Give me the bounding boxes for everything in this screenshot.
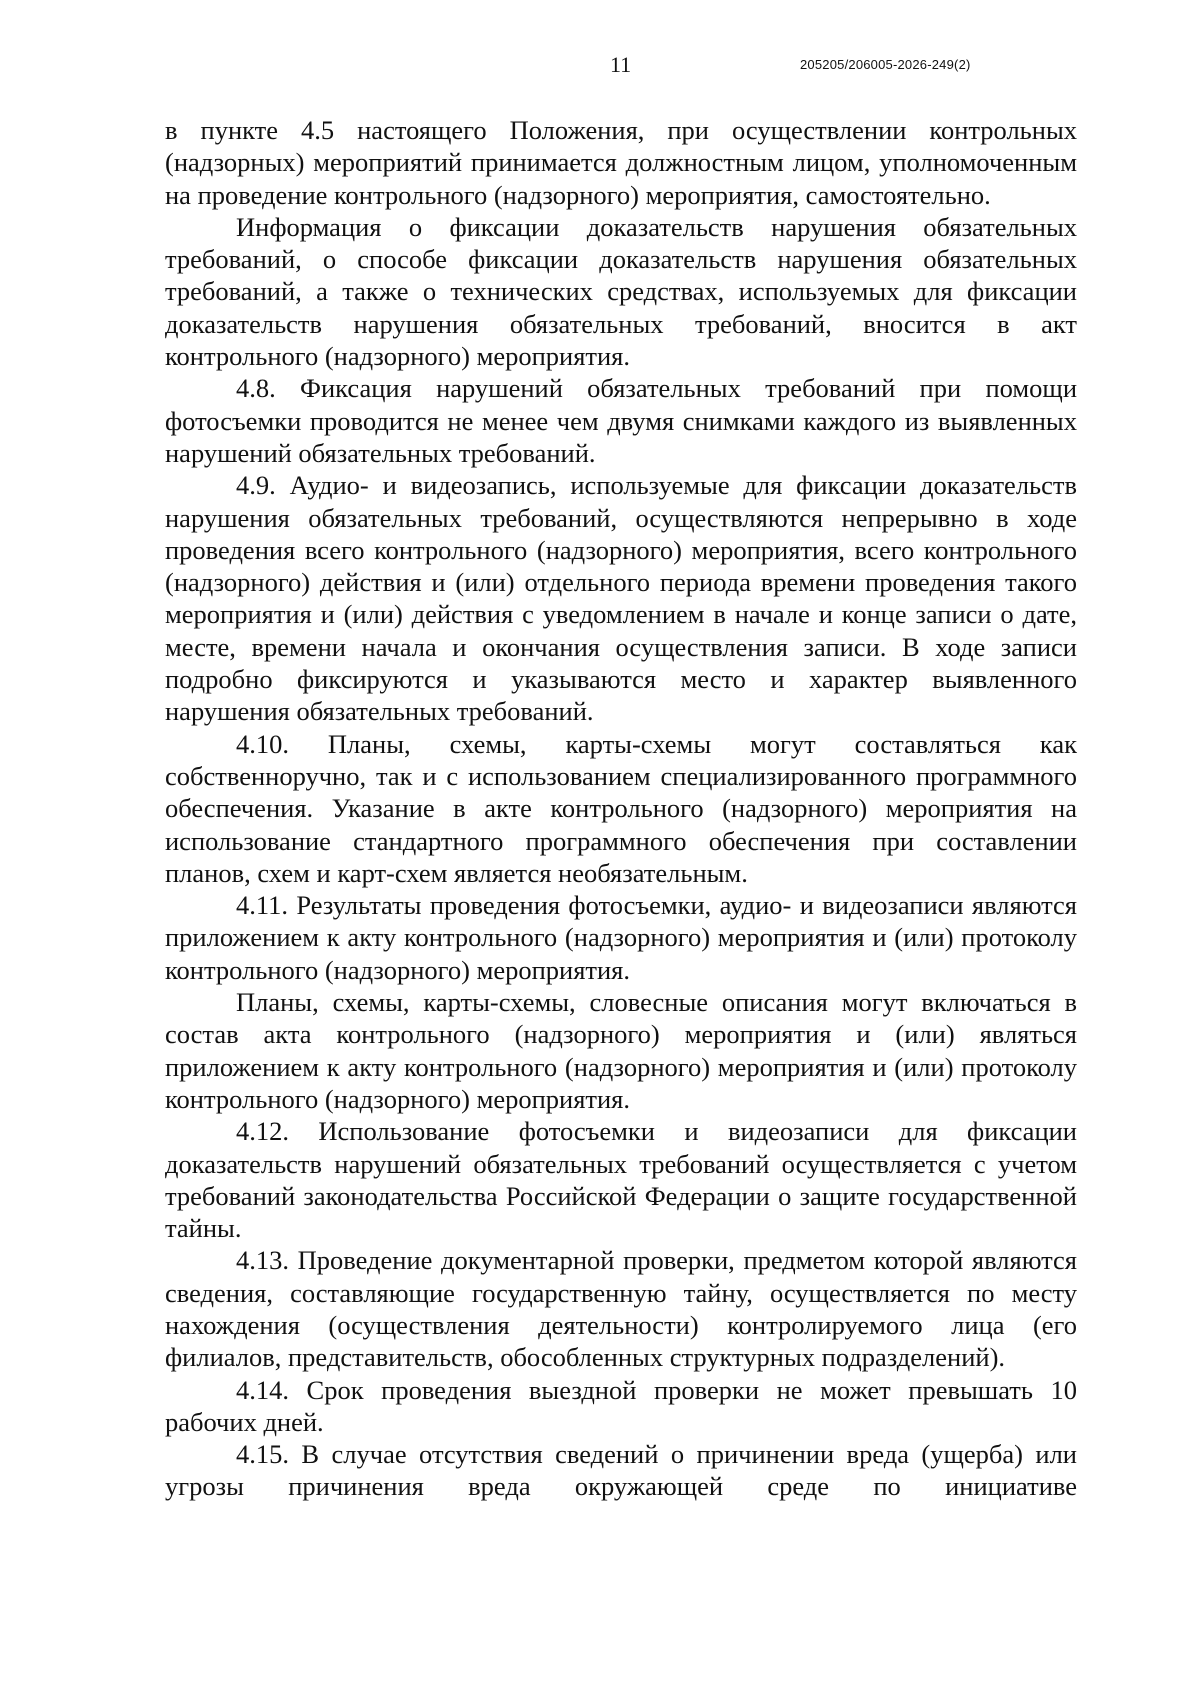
document-code: 205205/206005-2026-249(2) bbox=[800, 57, 971, 72]
paragraph-4-12: 4.12. Использование фотосъемки и видеозаписи для фиксации доказательств нарушений обязательных требований осуществляется с учетом требований законодательства Российской Федерации о защите государственной тайны. bbox=[165, 1116, 1077, 1244]
paragraph-4-13: 4.13. Проведение документарной проверки, предметом которой являются сведения, составляющие государственную тайну, осуществляется по месту нахождения (осуществления деятельности) контролируемого лица (его филиалов, представительств, обособленных структурных подразделений). bbox=[165, 1245, 1077, 1373]
paragraph-4-8: 4.8. Фиксация нарушений обязательных требований при помощи фотосъемки проводится не менее чем двумя снимками каждого из выявленных нарушений обязательных требований. bbox=[165, 373, 1077, 468]
document-body bbox=[165, 114, 1077, 1503]
paragraph-plans-schemes: Планы, схемы, карты-схемы, словесные описания могут включаться в состав акта контрольного (надзорного) мероприятия и (или) являться приложением к акту контрольного (надзорного) мероприятия и (или) протоколу контрольного (надзорного) мероприятия. bbox=[165, 987, 1077, 1114]
paragraph-4-10: 4.10. Планы, схемы, карты-схемы могут составляться как собственноручно, так и с использованием специализированного программного обеспечения. Указание в акте контрольного (надзорного) мероприятия на использование стандартного программного обеспечения при составлении планов, схем и карт-схем является необязательным. bbox=[165, 728, 1077, 888]
paragraph-evidence-info: Информация о фиксации доказательств нарушения обязательных требований, о способе фиксации доказательств нарушения обязательных требований, а также о технических средствах, используемых для фиксации доказательств нарушения обязательных требований, вносится в акт контрольного (надзорного) мероприятия. bbox=[165, 211, 1077, 372]
paragraph-4-11: 4.11. Результаты проведения фотосъемки, аудио- и видеозаписи являются приложением к акту контрольного (надзорного) мероприятия и (или) протоколу контрольного (надзорного) мероприятия. bbox=[165, 890, 1077, 985]
paragraph-4-14: 4.14. Срок проведения выездной проверки не может превышать 10 рабочих дней. bbox=[165, 1374, 1077, 1437]
paragraph-4-9: 4.9. Аудио- и видеозапись, используемые для фиксации доказательств нарушения обязательных требований, осуществляются непрерывно в ходе проведения всего контрольного (надзорного) мероприятия, всего контрольного (надзорного) действия и (или) отдельного периода времени проведения такого мероприятия и (или) действия с уведомлением в начале и конце записи о дате, месте, времени начала и окончания осуществления записи. В ходе записи подробно фиксируются и указываются место и характер выявленного нарушения обязательных требований. bbox=[165, 470, 1077, 727]
page-number: 11 bbox=[610, 52, 632, 77]
paragraph-continuation: в пункте 4.5 настоящего Положения, при осуществлении контрольных (надзорных) мероприятий принимается должностным лицом, уполномоченным на проведение контрольного (надзорного) мероприятия, самостоятельно. bbox=[165, 115, 1077, 210]
paragraph-4-15: 4.15. В случае отсутствия сведений о причинении вреда (ущерба) или угрозы причинения вреда окружающей среде по инициативе bbox=[165, 1439, 1077, 1502]
